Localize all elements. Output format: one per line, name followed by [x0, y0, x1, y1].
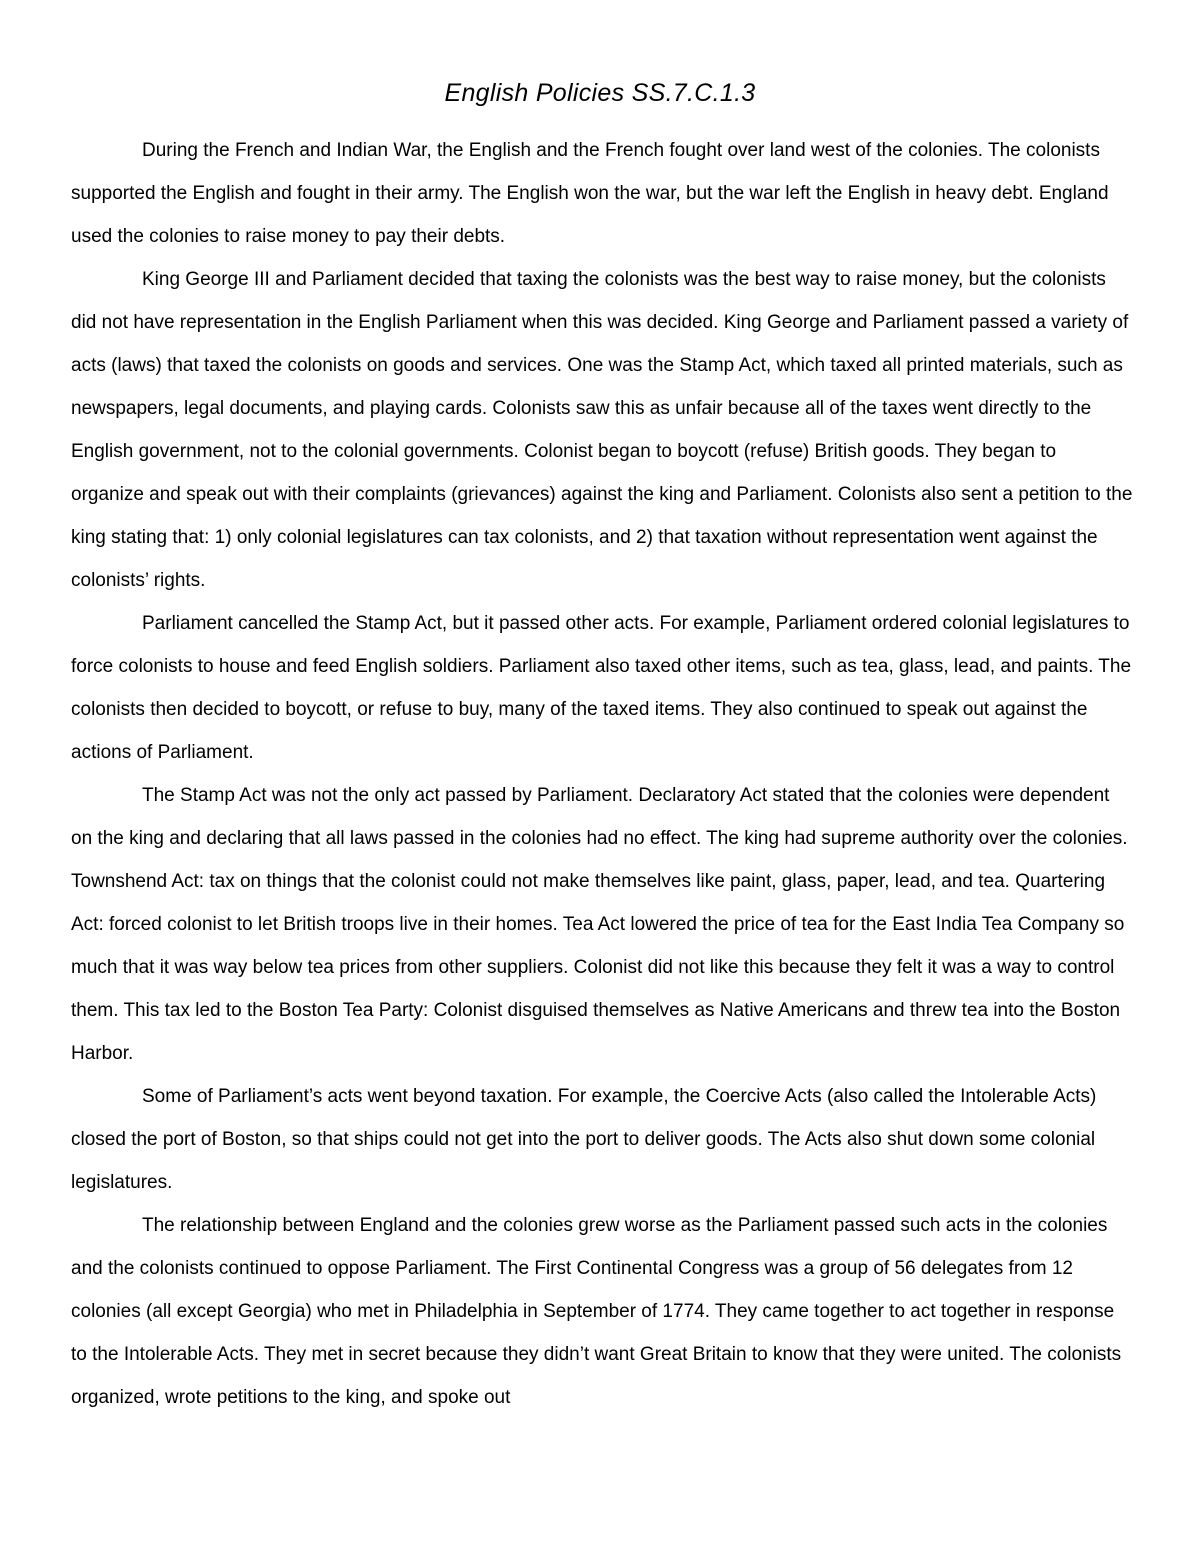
paragraph-king-george-taxation: King George III and Parliament decided that taxing the colonists was the best way to raise money, but the colonists did not have representation in the English Parliament when this was decided. King George and Parliament passed a variety of acts (laws) that taxed the colonists on goods and services. One was the Stamp Act, which taxed all printed materials, such as newspapers, legal documents, and playing cards. Colonists saw this as unfair because all of the taxes went directly to the English government, not to the colonial governments. Colonist began to boycott (refuse) British goods. They began to organize and speak out with their complaints (grievances) against the king and Parliament. Colonists also sent a petition to the king stating that: 1) only colonial legislatures can tax colonists, and 2) that taxation without representation went against the colonists’ rights. — [71, 269, 1133, 591]
paragraph-french-indian-war: During the French and Indian War, the English and the French fought over land west of the colonies. The colonists supported the English and fought in their army. The English won the war, but the war left the English in heavy debt. England used the colonies to raise money to pay their debts. — [71, 140, 1109, 247]
document-body — [71, 129, 1133, 1419]
paragraph-coercive-acts: Some of Parliament’s acts went beyond taxation. For example, the Coercive Acts (also called the Intolerable Acts) closed the port of Boston, so that ships could not get into the port to deliver goods. The Acts also shut down some colonial legislatures. — [71, 1086, 1097, 1193]
paragraph-continental-congress: The relationship between England and the colonies grew worse as the Parliament passed such acts in the colonies and the colonists continued to oppose Parliament. The First Continental Congress was a group of 56 delegates from 12 colonies (all except Georgia) who met in Philadelphia in September of 1774. They came together to act together in response to the Intolerable Acts. They met in secret because they didn’t want Great Britain to know that they were united. The colonists organized, wrote petitions to the king, and spoke out — [71, 1215, 1122, 1408]
paragraph-stamp-act-cancelled: Parliament cancelled the Stamp Act, but it passed other acts. For example, Parliament ordered colonial legislatures to force colonists to house and feed English soldiers. Parliament also taxed other items, such as tea, glass, lead, and paints. The colonists then decided to boycott, or refuse to buy, many of the taxed items. They also continued to speak out against the actions of Parliament. — [71, 613, 1132, 763]
document-title: English Policies SS.7.C.1.3 — [444, 79, 756, 107]
paragraph-other-acts: The Stamp Act was not the only act passed by Parliament. Declaratory Act stated that the colonies were dependent on the king and declaring that all laws passed in the colonies had no effect. The king had supreme authority over the colonies. Townshend Act: tax on things that the colonist could not make themselves like paint, glass, paper, lead, and tea. Quartering Act: forced colonist to let British troops live in their homes. Tea Act lowered the price of tea for the East India Tea Company so much that it was way below tea prices from other suppliers. Colonist did not like this because they felt it was a way to control them. This tax led to the Boston Tea Party: Colonist disguised themselves as Native Americans and threw tea into the Boston Harbor. — [71, 785, 1128, 1064]
